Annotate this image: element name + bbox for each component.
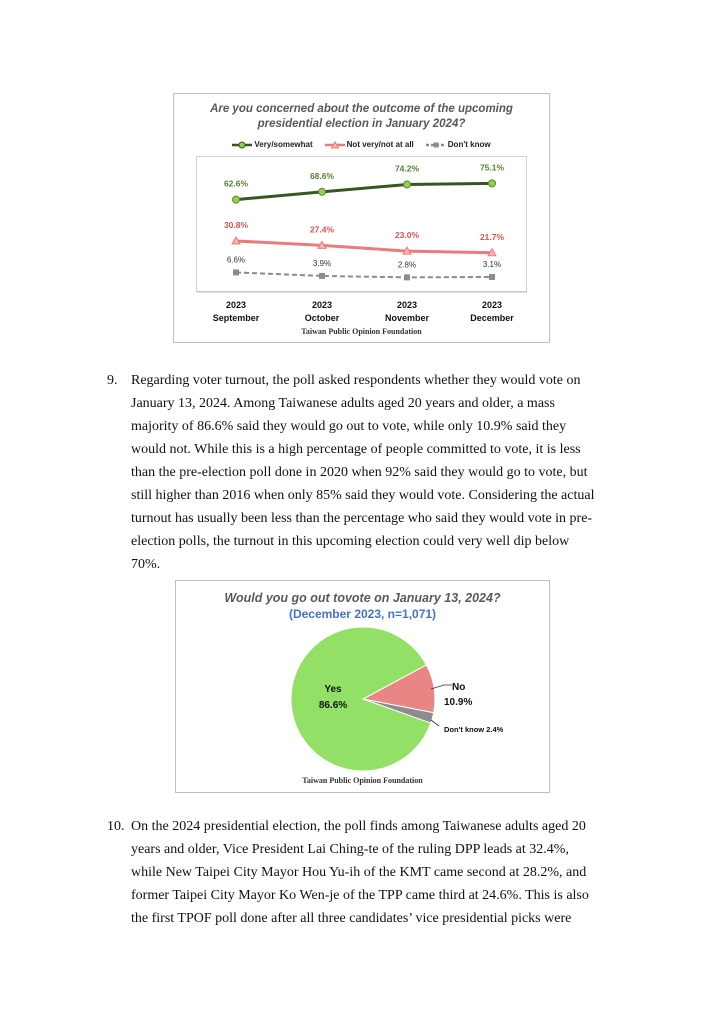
- data-point: [233, 269, 239, 275]
- x-tick-label-month: December: [470, 313, 514, 323]
- paragraph-body: [131, 369, 625, 576]
- paragraph-10: [107, 815, 627, 935]
- pie-label-yes-value: 86.6%: [318, 700, 348, 711]
- text-line: years and older, Vice President Lai Ching-te of the ruling DPP leads at 32.4%,: [131, 842, 569, 857]
- x-tick-label-year: 2023: [396, 300, 418, 310]
- text-line: the first TPOF poll done after all three candidates’ vice presidential picks were: [131, 911, 572, 926]
- text-line: would not. While this is a high percentage of people committed to vote, it is less: [131, 442, 581, 457]
- data-point: [404, 181, 411, 188]
- data-label: 3.9%: [312, 258, 332, 268]
- text-line: still higher than 2016 when only 85% said they would vote. Considering the actual: [131, 488, 595, 503]
- paragraph-9: [107, 369, 627, 572]
- pie-chart-svg: [176, 581, 551, 776]
- paragraph-body: [131, 815, 625, 930]
- pie-label-yes-name: Yes: [324, 684, 342, 695]
- pie-label-dont-know: Don't know 2.4%: [444, 725, 504, 734]
- data-point: [233, 196, 240, 203]
- data-point: [489, 180, 496, 187]
- data-point: [319, 188, 326, 195]
- data-label: 74.2%: [394, 163, 420, 174]
- data-label: 6.6%: [226, 255, 246, 265]
- vote-intention-pie-figure: [175, 580, 550, 793]
- legend-label: Not very/not at all: [346, 140, 414, 149]
- series-line: [236, 241, 492, 253]
- text-line: former Taipei City Mayor Ko Wen-je of the TPP came third at 24.6%. This is also: [131, 888, 589, 903]
- x-tick-label-month: September: [212, 313, 260, 323]
- paragraph-number: 9.: [107, 373, 118, 388]
- text-line: while New Taipei City Mayor Hou Yu-ih of the KMT came second at 28.2%, and: [131, 865, 587, 880]
- text-line: 70%.: [131, 557, 161, 572]
- data-label: 2.8%: [397, 260, 417, 270]
- data-label: 30.8%: [223, 219, 249, 230]
- pie-label-no-value: 10.9%: [444, 697, 473, 708]
- data-point: [404, 274, 410, 280]
- series-line: [236, 272, 492, 277]
- text-line: January 13, 2024. Among Taiwanese adults aged 20 years and older, a mass: [131, 396, 555, 411]
- pie-label-no-name: No: [452, 682, 466, 693]
- text-line: On the 2024 presidential election, the poll finds among Taiwanese adults aged 20: [131, 819, 586, 834]
- legend-label: Don't know: [447, 140, 491, 149]
- line-chart-svg: [174, 94, 551, 326]
- data-point: [489, 274, 495, 280]
- concern-line-chart-figure: [173, 93, 550, 343]
- x-tick-label-month: November: [384, 313, 430, 323]
- legend-label: Very/somewhat: [254, 140, 313, 149]
- text-line: election polls, the turnout in this upcoming election could very well dip below: [131, 534, 570, 549]
- pie-leader-line-dk: [431, 720, 439, 726]
- data-label: 21.7%: [479, 231, 505, 242]
- x-tick-label-year: 2023: [481, 300, 503, 310]
- pie-title: Would you go out tovote on January 13, 2024?: [224, 591, 501, 605]
- data-label: 3.1%: [482, 259, 502, 269]
- text-line: majority of 86.6% said they would go out to vote, while only 10.9% said they: [131, 419, 567, 434]
- data-label: 62.6%: [223, 178, 249, 189]
- chart-title-line-2: presidential election in January 2024?: [257, 118, 466, 130]
- text-line: Regarding voter turnout, the poll asked respondents whether they would vote on: [131, 373, 581, 388]
- data-label: 23.0%: [394, 230, 420, 241]
- x-tick-label-year: 2023: [225, 300, 247, 310]
- data-label: 27.4%: [309, 224, 335, 235]
- text-line: than the pre-election poll done in 2020 when 92% said they would go to vote, but: [131, 465, 588, 480]
- data-label: 75.1%: [479, 162, 505, 173]
- chart-title-line-1: Are you concerned about the outcome of the upcoming: [210, 103, 513, 115]
- x-tick-label-year: 2023: [311, 300, 333, 310]
- series-line: [236, 183, 492, 199]
- data-label: 68.6%: [309, 170, 335, 181]
- pie-subtitle: (December 2023, n=1,071): [288, 607, 437, 621]
- paragraph-number: 10.: [107, 819, 125, 834]
- chart-source: Taiwan Public Opinion Foundation: [301, 327, 422, 336]
- data-point: [319, 273, 325, 279]
- text-line: turnout has usually been less than the percentage who said they would vote in pre-: [131, 511, 593, 526]
- x-tick-label-month: October: [304, 313, 340, 323]
- pie-source: Taiwan Public Opinion Foundation: [302, 776, 423, 785]
